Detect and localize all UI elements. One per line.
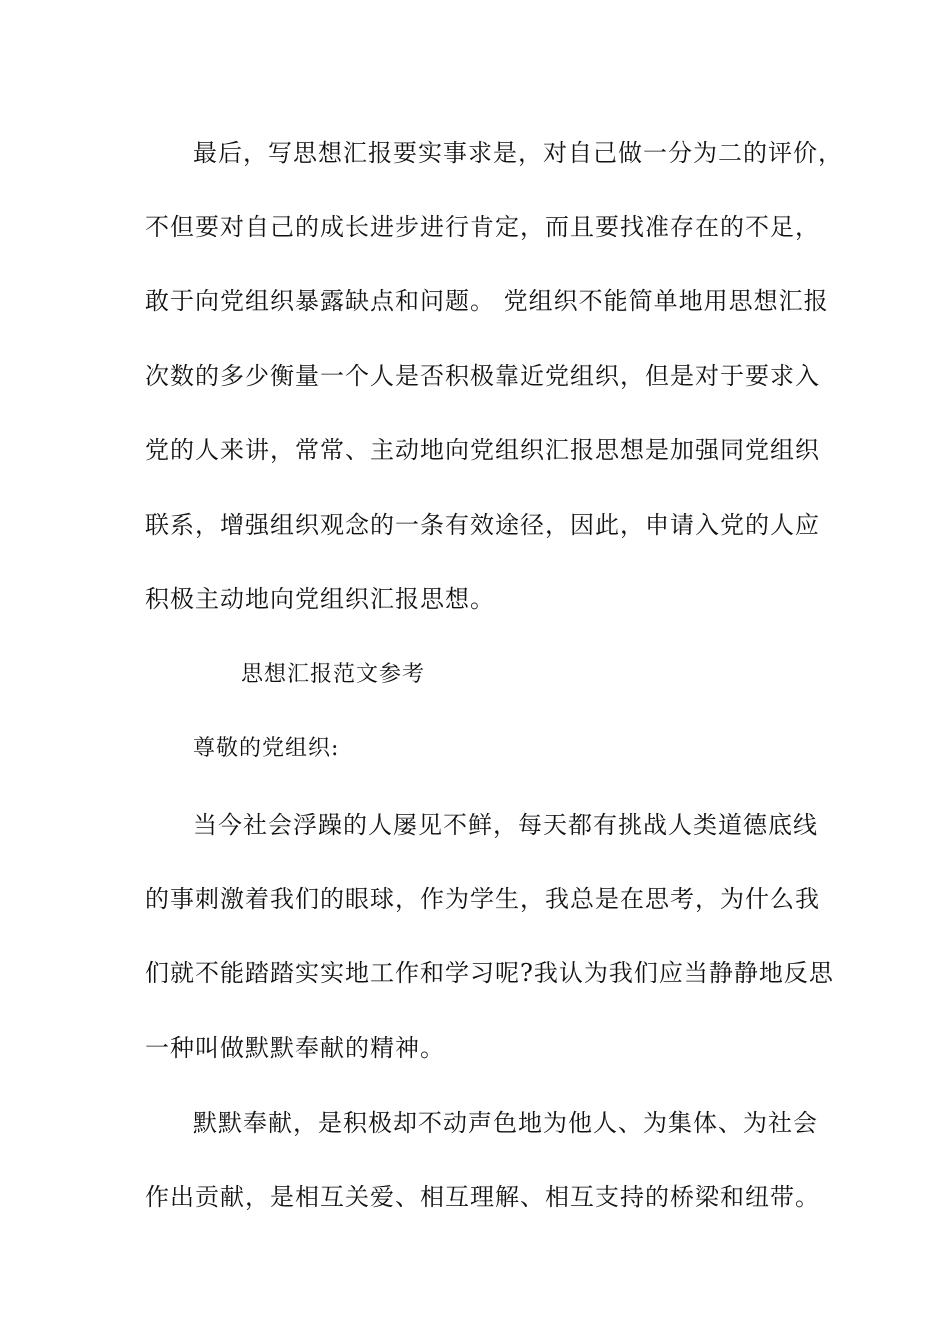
text-line: 次数的多少衡量一个人是否积极靠近党组织，但是对于要求入 <box>145 362 820 390</box>
text-line: 不但要对自己的成长进步进行肯定，而且要找准存在的不足， <box>145 213 820 241</box>
text-line: 作出贡献，是相互关爱、相互理解、相互支持的桥梁和纽带。 <box>145 1183 820 1211</box>
text-line: 们就不能踏踏实实地工作和学习呢?我认为我们应当静静地反思 <box>145 959 834 987</box>
text-line: 联系，增强组织观念的一条有效途径，因此，申请入党的人应 <box>145 511 820 539</box>
text-line: 敢于向党组织暴露缺点和问题。 党组织不能简单地用思想汇报 <box>145 287 829 315</box>
text-line: 默默奉献，是积极却不动声色地为他人、为集体、为社会 <box>193 1109 818 1137</box>
text-line: 最后，写思想汇报要实事求是，对自己做一分为二的评价， <box>193 139 843 167</box>
text-line: 党的人来讲，常常、主动地向党组织汇报思想是加强同党组织 <box>145 436 820 464</box>
text-line: 一种叫做默默奉献的精神。 <box>145 1034 445 1062</box>
text-line: 的事刺激着我们的眼球，作为学生，我总是在思考，为什么我 <box>145 885 820 913</box>
text-line: 积极主动地向党组织汇报思想。 <box>145 585 495 613</box>
salutation: 尊敬的党组织: <box>193 736 340 761</box>
section-title: 思想汇报范文参考 <box>241 662 426 687</box>
text-line: 当今社会浮躁的人屡见不鲜，每天都有挑战人类道德底线 <box>193 811 818 839</box>
